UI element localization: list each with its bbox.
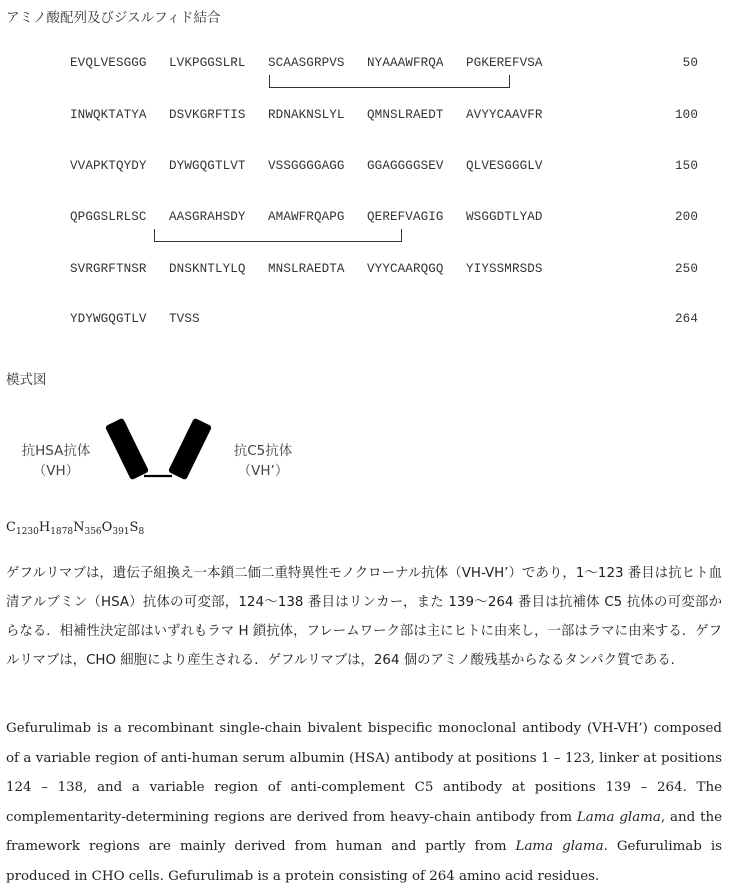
right-label-line2: （VH’） [237, 463, 289, 479]
schematic-heading: 模式図 [6, 372, 47, 388]
left-label-line2: （VH） [32, 463, 80, 479]
sequence-group: TVSS [169, 312, 200, 326]
vh-domain-right [168, 418, 212, 481]
left-label-line1: 抗HSA抗体 [21, 443, 91, 459]
sequence-number: 100 [675, 108, 698, 122]
sequence-number: 150 [675, 159, 698, 173]
sequence-heading: アミノ酸配列及びジスルフィド結合 [6, 10, 221, 26]
sequence-row [70, 312, 706, 330]
vh-domain-left [105, 418, 149, 481]
sequence-group: AVYYCAAVFR [466, 108, 543, 122]
sequence-group: QMNSLRAEDT [367, 108, 444, 122]
sequence-group: SVRGRFTNSR [70, 262, 147, 276]
sequence-group: DYWGQGTLVT [169, 159, 246, 173]
sequence-group: WSGGDTLYAD [466, 210, 543, 224]
sequence-group: AASGRAHSDY [169, 210, 246, 224]
description-japanese: ゲフルリマブは，遺伝子組換え一本鎖二価二重特異性モノクローナル抗体（VH-VH’）であり，1〜123 番目は抗ヒト血清アルブミン（HSA）抗体の可変部，124〜138 番目はリンカー，また 139〜264 番目は抗補体 C5 抗体の可変部からなる．相補性決定部はいずれもラマ H 鎖抗体，フレームワーク部は主にヒトに由来し，一部はラマに由来する．ゲフルリマブは，CHO 細胞により産生される．ゲフルリマブは，264 個のアミノ酸残基からなるタンパク質である． [6, 566, 722, 668]
description-english: Gefurulimab is a recombinant single-chain bivalent bispecific monoclonal antibody (VH-VH’) composed of a variable region of anti-human serum albumin (HSA) antibody at positions 1 – 123, linker at positions 124 – 138, and a variable region of anti-complement C5 antibody at positions 139 – 264. The complementarity-determining regions are derived from heavy-chain antibody from Lama glama, and the framework regions are mainly derived from human and partly from Lama glama. Gefurulimab is produced in CHO cells. Gefurulimab is a protein consisting of 264 amino acid residues. [6, 721, 723, 884]
sequence-number: 250 [675, 262, 698, 276]
sequence-group: VYYCAARQGQ [367, 262, 444, 276]
sequence-group: VVAPKTQYDY [70, 159, 147, 173]
disulfide-bond-160-237 [154, 229, 402, 242]
sequence-group: GGAGGGGSEV [367, 159, 444, 173]
species-name: Lama glama [515, 839, 604, 854]
sequence-group: PGKEREFVSA [466, 56, 543, 70]
sequence-group: QLVESGGGLV [466, 159, 543, 173]
sequence-group: DNSKNTLYLQ [169, 262, 246, 276]
sequence-group: EVQLVESGGG [70, 56, 147, 70]
sequence-group: SCAASGRPVS [268, 56, 345, 70]
disulfide-bond-22-96 [269, 75, 510, 88]
sequence-group: NYAAAWFRQA [367, 56, 444, 70]
sequence-number: 50 [682, 56, 698, 70]
molecular-formula: $C_{1230}H_{1878}N_{356}O_{391}S_8$ [6, 520, 145, 537]
sequence-number: 200 [675, 210, 698, 224]
sequence-group: INWQKTATYA [70, 108, 147, 122]
sequence-row [70, 108, 706, 126]
sequence-group: QEREFVAGIG [367, 210, 444, 224]
sequence-row [70, 159, 706, 177]
sequence-group: QPGGSLRLSC [70, 210, 147, 224]
sequence-number: 264 [675, 312, 698, 326]
sequence-row [70, 210, 706, 228]
sequence-group: VSSGGGGAGG [268, 159, 345, 173]
sequence-group: MNSLRAEDTA [268, 262, 345, 276]
schematic-diagram [0, 405, 360, 515]
right-label-line1: 抗C5抗体 [233, 443, 293, 459]
sequence-group: YDYWGQGTLV [70, 312, 147, 326]
sequence-group: AMAWFRQAPG [268, 210, 345, 224]
sequence-group: YIYSSMRSDS [466, 262, 543, 276]
sequence-row [70, 56, 706, 74]
sequence-group: LVKPGGSLRL [169, 56, 246, 70]
sequence-group: RDNAKNSLYL [268, 108, 345, 122]
species-name: Lama glama [576, 809, 661, 825]
sequence-group: DSVKGRFTIS [169, 108, 246, 122]
sequence-row [70, 262, 706, 280]
